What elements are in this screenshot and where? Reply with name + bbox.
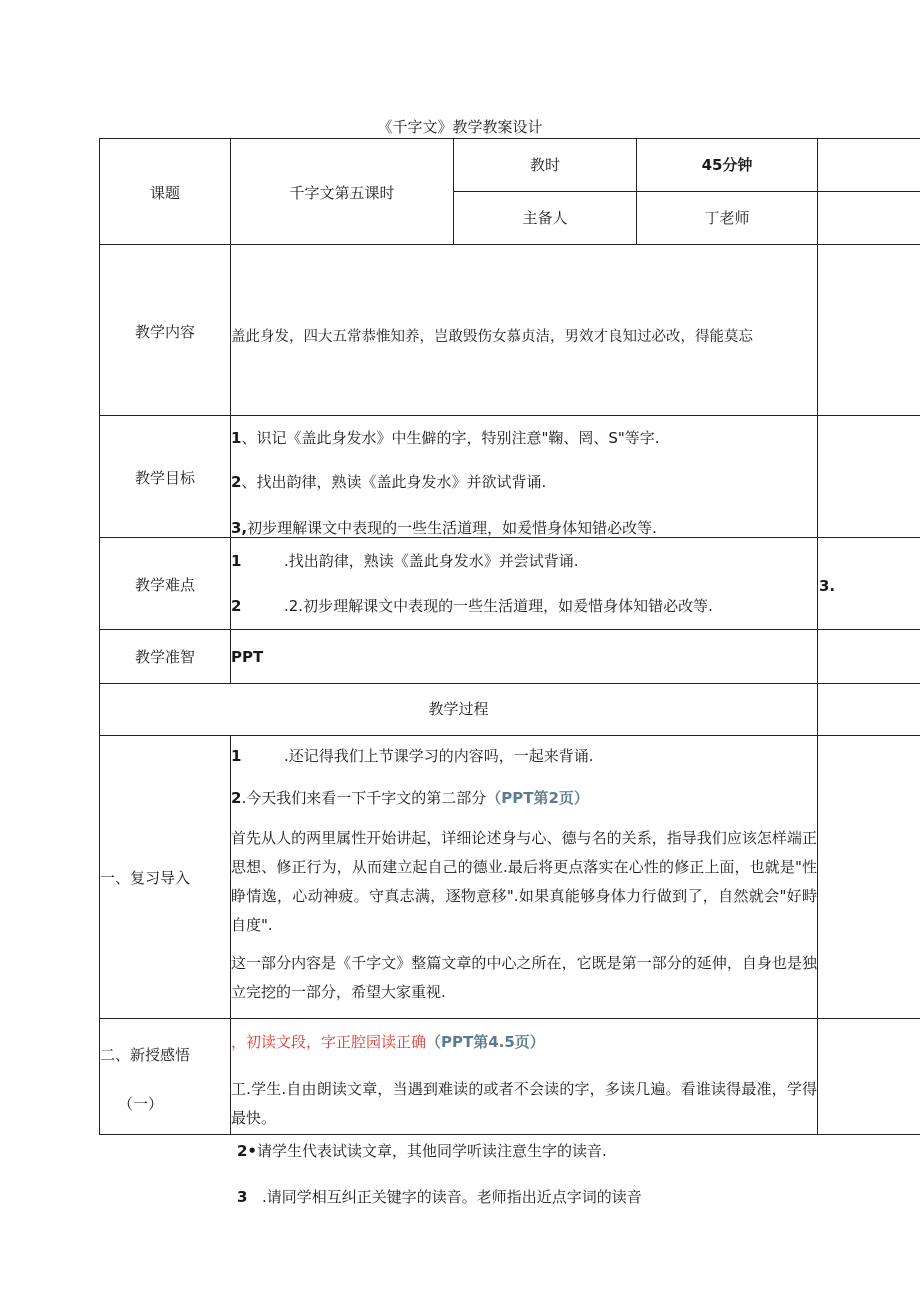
difficulty-num-1: 1 (231, 552, 242, 570)
content-label: 教学内容 (134, 323, 195, 341)
goals-label: 教学目标 (134, 469, 195, 487)
period-label: 教时 (529, 156, 560, 174)
content-text: 盖此身发，四大五常恭惟知养，岂敢毁伤女慕贞洁，男效才良知过必改，得能莫忘 (231, 329, 753, 345)
prep-value: PPT (231, 648, 264, 666)
review-line-1: .还记得我们上节课学习的内容吗，一起来背诵. (284, 747, 594, 765)
period-value: 45分钟 (701, 156, 753, 174)
course-label: 课题 (149, 184, 180, 202)
prep-label: 教学准智 (134, 648, 195, 666)
new-lesson-step: ，初读文段，字正腔园读正确（PPT第4.5页） (231, 1033, 545, 1051)
review-num-1: 1 (231, 747, 242, 765)
new-lesson-label: 二、新授感悟 (100, 1046, 191, 1064)
goal-item-2: 2、找出韵律，熟读《盖此身发水》并欲试背诵. (231, 473, 547, 491)
preparer-label: 主备人 (522, 209, 568, 227)
review-paragraph-1: 首先从人的两里属性开始讲起，详细论述身与心、德与名的关系，指导我们应该怎样端正思想、修正行为，从而建立起自己的德业.最后将更点落实在心性的修正上面，也就是"性睁情逸，心动神疲。守真志满，逐物意移".如果真能够身体力行做到了，自然就会"好畤自度". (231, 829, 817, 934)
difficulty-item-2: .2.初步理解课文中表现的一些生活道理，如爰惜身体知错必改等. (284, 597, 713, 615)
difficulty-num-2: 2 (231, 597, 242, 615)
difficulty-side-num: 3. (819, 577, 836, 595)
difficulty-label: 教学难点 (134, 576, 195, 594)
goal-item-1: 1、识记《盖此身发水》中生僻的字，特别注意"鞠、罔、S"等字. (231, 429, 660, 447)
new-lesson-paragraph: 工.学生.自由朗读文章，当遇到难读的或者不会读的字，多读几遍。看谁读得最准，学得最快。 (231, 1080, 817, 1127)
preparer-value: 丁老师 (704, 209, 750, 227)
review-label: 一、复习导入 (100, 869, 191, 887)
goal-item-3: 3,初步理解课文中表现的一些生活道理，如爰惜身体知错必改等. (231, 519, 657, 537)
document-title: 《千字文》教学教案设计 (377, 118, 543, 136)
below-line-2: .请同学相互纠正关键字的读音。老师指出近点字词的读音 (262, 1188, 642, 1206)
below-line-1: 2•请学生代表试读文章，其他同学听读注意生字的读音. (237, 1142, 607, 1160)
new-lesson-sublabel: （一） (118, 1095, 164, 1113)
course-title: 千字文第五课时 (289, 184, 395, 202)
below-num-2: 3 (237, 1188, 248, 1206)
review-line-2: 2.今天我们来看一下千字文的第二部分（PPT第2页） (231, 789, 589, 807)
difficulty-item-1: .找出韵律，熟读《盖此身发水》并尝试背诵. (284, 552, 579, 570)
review-paragraph-2: 这一部分内容是《千字文》整篇文章的中心之所在，它既是第一部分的延伸，自身也是独立完挖的一部分，希望大家重视. (231, 954, 817, 1001)
process-heading: 教学过程 (428, 700, 489, 718)
